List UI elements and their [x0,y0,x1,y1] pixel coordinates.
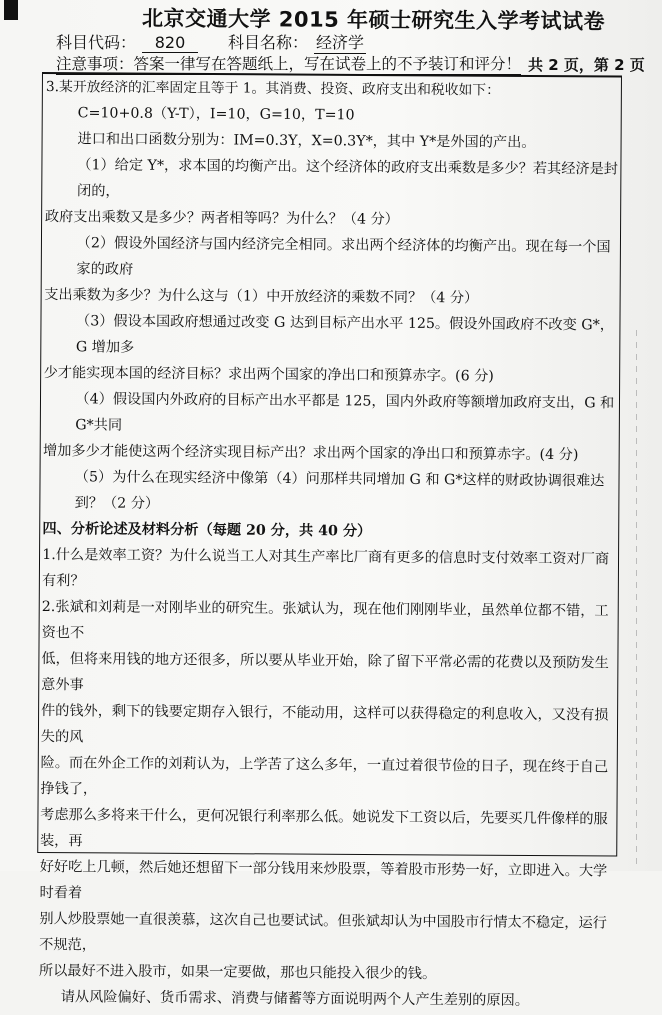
question-content [39,74,622,1014]
section4-q1: 1.什么是效率工资？为什么说当工人对其生产率比厂商有更多的信息时支付效率工资对厂商有利？ [41,546,610,590]
section4-q2-line: 所以最好不进入股市，如果一定要做，那也只能投入很少的钱。 [38,962,437,983]
exam-title: 北京交通大学 2015 年硕士研究生入学考试试卷 [141,6,606,34]
q3-equations: C=10+0.8（Y-T），I=10，G=10，T=10 [77,105,355,124]
exam-notice: 注意事项：答案一律写在答题纸上，写在试卷上的不予装订和评分！ [56,52,521,75]
subject-code-label: 科目代码： [56,33,137,52]
section4-q2-line: 2.张斌和刘莉是一对刚毕业的研究生。张斌认为，现在他们刚刚毕业，虽然单位都不错，工资也不 [41,598,609,642]
scan-edge-mark [636,330,637,870]
q3-intro: 3.某开放经济的汇率固定且等于 1。其消费、投资、政府支出和税收如下： [45,78,500,99]
q3-trade-functions: 进口和出口函数分别为：IM=0.3Y，X=0.3Y*，其中 Y*是外国的产出。 [77,131,536,151]
q3-sub3-line1: （3）假设本国政府想通过改变 G 达到目标产出水平 125。假设外国政府不改变 G*，G 增加多 [75,313,615,356]
subject-info-row [56,30,366,54]
page-info: 共 2 页，第 2 页 [528,56,645,74]
q3-sub5: （5）为什么在现实经济中像第（4）问那样共同增加 G 和 G*这样的财政协调很难达到？（2 分） [74,469,605,512]
q3-sub4-line2: 增加多少才能使这两个经济实现目标产出？求出两个国家的净出口和预算赤字。(4 分) [42,442,579,464]
subject-code: 820 [142,33,198,53]
q3-sub1-line1: （1）给定 Y*，求本国的均衡产出。这个经济体的政府支出乘数是多少？若其经济是封闭的， [77,157,619,200]
subject-name-label: 科目名称： [228,33,309,52]
section4-q2-line: 低，但将来用钱的地方还很多，所以要从毕业开始，除了留下平常必需的花费以及预防发生意外事 [41,650,609,694]
section4-q2-line: 好好吃上几顿，然后她还想留下一部分钱用来炒股票，等着股市形势一好，立即进入。大学时看着 [39,858,608,902]
section4-heading: 四、分析论述及材料分析（每题 20 分，共 40 分） [42,520,372,540]
section4-q2-line: 考虑那么多将来干什么，更何况银行利率那么低。她说发下工资以后，先要买几件像样的服装，再 [39,806,608,850]
section4-q2-line: 险。而在外企工作的刘莉认为，上学苦了这么多年，一直过着很节俭的日子，现在终于自己挣钱了， [40,754,609,798]
q3-sub2-line1: （2）假设外国经济与国内经济完全相同。求出两个经济体的均衡产出。现在每一个国家的政府 [76,235,611,278]
section4-q2-line: 件的钱外，剩下的钱要定期存入银行，不能动用，这样可以获得稳定的利息收入，又没有损失的风 [40,702,609,746]
q3-sub4-line1: （4）假设国内外政府的目标产出水平都是 125，国内外政府等额增加政府支出，G 和 G*共同 [75,391,615,434]
section4-q2-prompt: 请从风险偏好、货币需求、消费与储蓄等方面说明两个人产生差别的原因。 [60,989,530,1009]
q3-sub1-line2: 政府支出乘数又是多少？两者相等吗？为什么？（4 分） [44,208,399,228]
q3-sub2-line2: 支出乘数为多少？为什么这与（1）中开放经济的乘数不同？（4 分） [44,286,479,307]
q3-sub3-line2: 少才能实现本国的经济目标？求出两个国家的净出口和预算赤字。(6 分) [43,364,494,385]
subject-name: 经济学 [314,30,366,54]
scan-corner-mark [4,0,18,20]
section4-q2-line: 别人炒股票她一直很羡慕，这次自己也要试试。但张斌却认为中国股市行情太不稳定，运行不规范， [39,910,607,954]
